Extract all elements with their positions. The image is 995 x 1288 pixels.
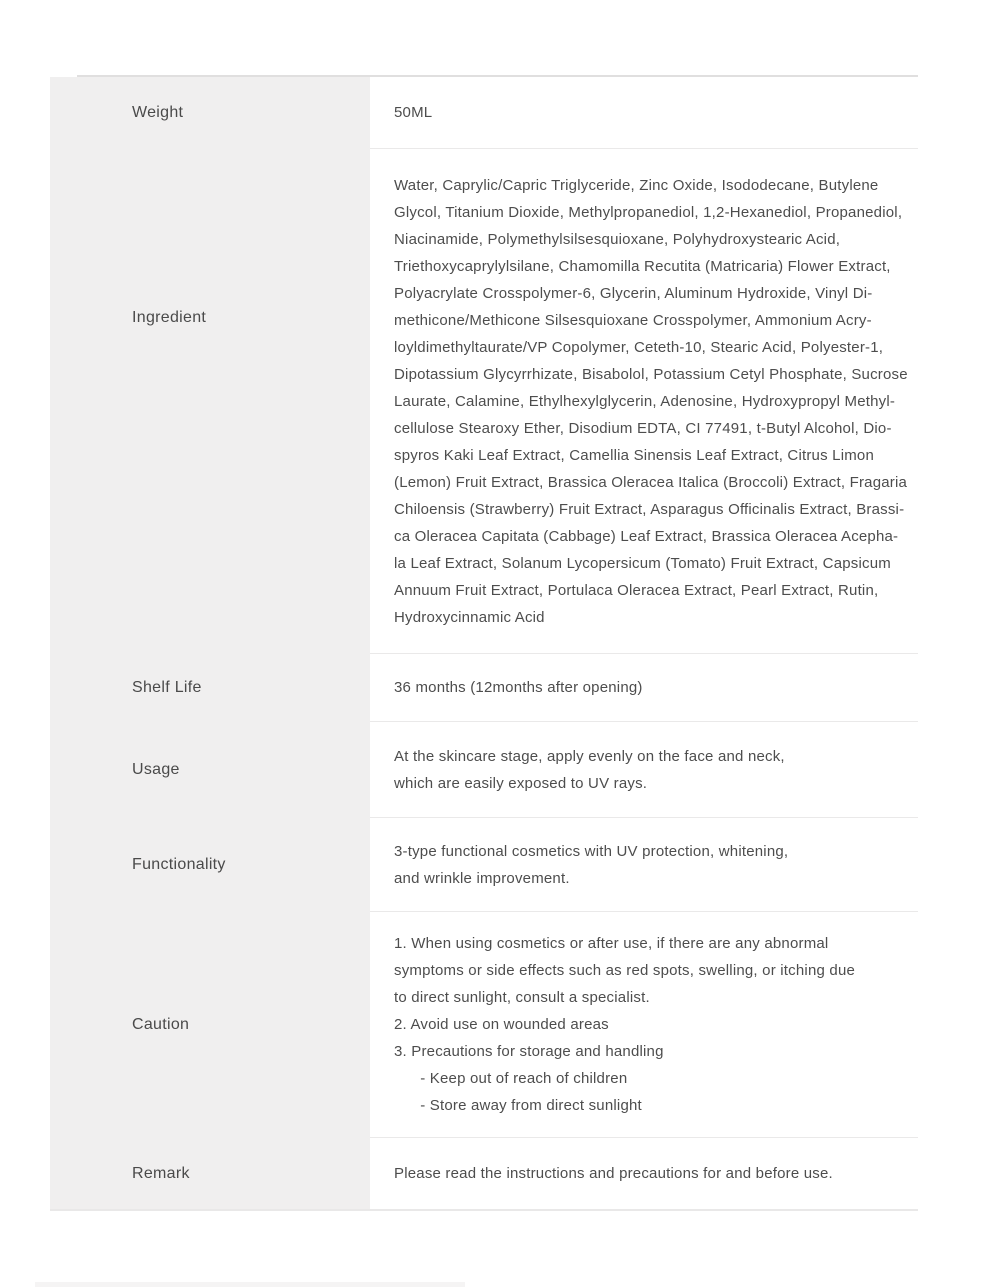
page-bottom-strip [35, 1282, 465, 1287]
value-line: which are easily exposed to UV rays. [394, 774, 648, 792]
value-line: 3. Precautions for storage and handling [394, 1043, 664, 1060]
spec-value-caution [370, 912, 918, 1138]
spec-label-text: Weight [132, 104, 184, 121]
spec-value-usage [370, 722, 918, 818]
value-line: 36 months (12months after opening) [394, 679, 643, 696]
value-line: Annuum Fruit Extract, Portulaca Oleracea Extract, Pearl Extract, Rutin, [394, 581, 879, 599]
spec-label-text: Functionality [132, 856, 226, 873]
spec-label-shelf-life [50, 654, 370, 722]
spec-label-caution [50, 912, 370, 1138]
spec-row-ingredient [50, 149, 918, 654]
spec-label-text: Caution [132, 1016, 190, 1033]
spec-value-shelf-life [370, 654, 918, 722]
value-line: symptoms or side effects such as red spots, swelling, or itching due [394, 962, 856, 979]
value-line: Niacinamide, Polymethylsilsesquioxane, Polyhydroxystearic Acid, [394, 230, 841, 248]
value-line: Hydroxycinnamic Acid [394, 608, 545, 626]
spec-label-text: Usage [132, 761, 180, 778]
value-line: Laurate, Calamine, Ethylhexylglycerin, Adenosine, Hydroxypropyl Methyl- [394, 392, 896, 410]
spec-value-ingredient [370, 149, 918, 654]
spec-label-text: Remark [132, 1164, 190, 1182]
spec-label-usage [50, 722, 370, 818]
spec-row-shelf-life [50, 654, 918, 722]
value-line: - Keep out of reach of children [394, 1070, 628, 1087]
value-line: Triethoxycaprylylsilane, Chamomilla Recutita (Matricaria) Flower Extract, [394, 257, 891, 275]
spec-value-remark [370, 1138, 918, 1209]
value-line: Glycol, Titanium Dioxide, Methylpropanediol, 1,2-Hexanediol, Propanediol, [394, 203, 903, 221]
spec-row-weight [50, 77, 918, 149]
value-line: - Store away from direct sunlight [394, 1097, 642, 1114]
spec-label-functionality [50, 818, 370, 912]
spec-row-remark [50, 1138, 918, 1209]
value-line: to direct sunlight, consult a specialist. [394, 989, 650, 1006]
spec-label-weight [50, 77, 370, 149]
product-spec-table [50, 77, 918, 1211]
value-line: Water, Caprylic/Capric Triglyceride, Zinc Oxide, Isododecane, Butylene [394, 176, 879, 194]
value-line: spyros Kaki Leaf Extract, Camellia Sinensis Leaf Extract, Citrus Limon [394, 446, 875, 464]
value-line: 50ML [394, 104, 433, 121]
value-line: and wrinkle improvement. [394, 869, 570, 887]
value-line: la Leaf Extract, Solanum Lycopersicum (Tomato) Fruit Extract, Capsicum [394, 554, 891, 572]
value-line: 1. When using cosmetics or after use, if there are any abnormal [394, 935, 829, 952]
value-line: loyldimethyltaurate/VP Copolymer, Ceteth-10, Stearic Acid, Polyester-1, [394, 338, 884, 356]
spec-label-remark [50, 1138, 370, 1209]
value-line: Please read the instructions and precautions for and before use. [394, 1165, 833, 1182]
spec-value-functionality [370, 818, 918, 912]
spec-value-weight [370, 77, 918, 149]
spec-label-ingredient [50, 149, 370, 654]
value-line: Polyacrylate Crosspolymer-6, Glycerin, Aluminum Hydroxide, Vinyl Di- [394, 284, 873, 302]
value-line: 3-type functional cosmetics with UV protection, whitening, [394, 842, 789, 860]
value-line: 2. Avoid use on wounded areas [394, 1016, 609, 1033]
value-line: Chiloensis (Strawberry) Fruit Extract, Asparagus Officinalis Extract, Brassi- [394, 500, 905, 518]
spec-row-usage [50, 722, 918, 818]
value-line: Dipotassium Glycyrrhizate, Bisabolol, Potassium Cetyl Phosphate, Sucrose [394, 365, 908, 383]
value-line: (Lemon) Fruit Extract, Brassica Oleracea Italica (Broccoli) Extract, Fragaria [394, 473, 908, 491]
spec-row-functionality [50, 818, 918, 912]
spec-label-text: Ingredient [132, 309, 207, 326]
value-line: methicone/Methicone Silsesquioxane Crosspolymer, Ammonium Acry- [394, 311, 872, 329]
spec-row-caution [50, 912, 918, 1138]
value-line: At the skincare stage, apply evenly on the face and neck, [394, 747, 785, 765]
value-line: ca Oleracea Capitata (Cabbage) Leaf Extract, Brassica Oleracea Acepha- [394, 527, 899, 545]
spec-label-text: Shelf Life [132, 679, 202, 696]
value-line: cellulose Stearoxy Ether, Disodium EDTA, CI 77491, t-Butyl Alcohol, Dio- [394, 419, 892, 437]
